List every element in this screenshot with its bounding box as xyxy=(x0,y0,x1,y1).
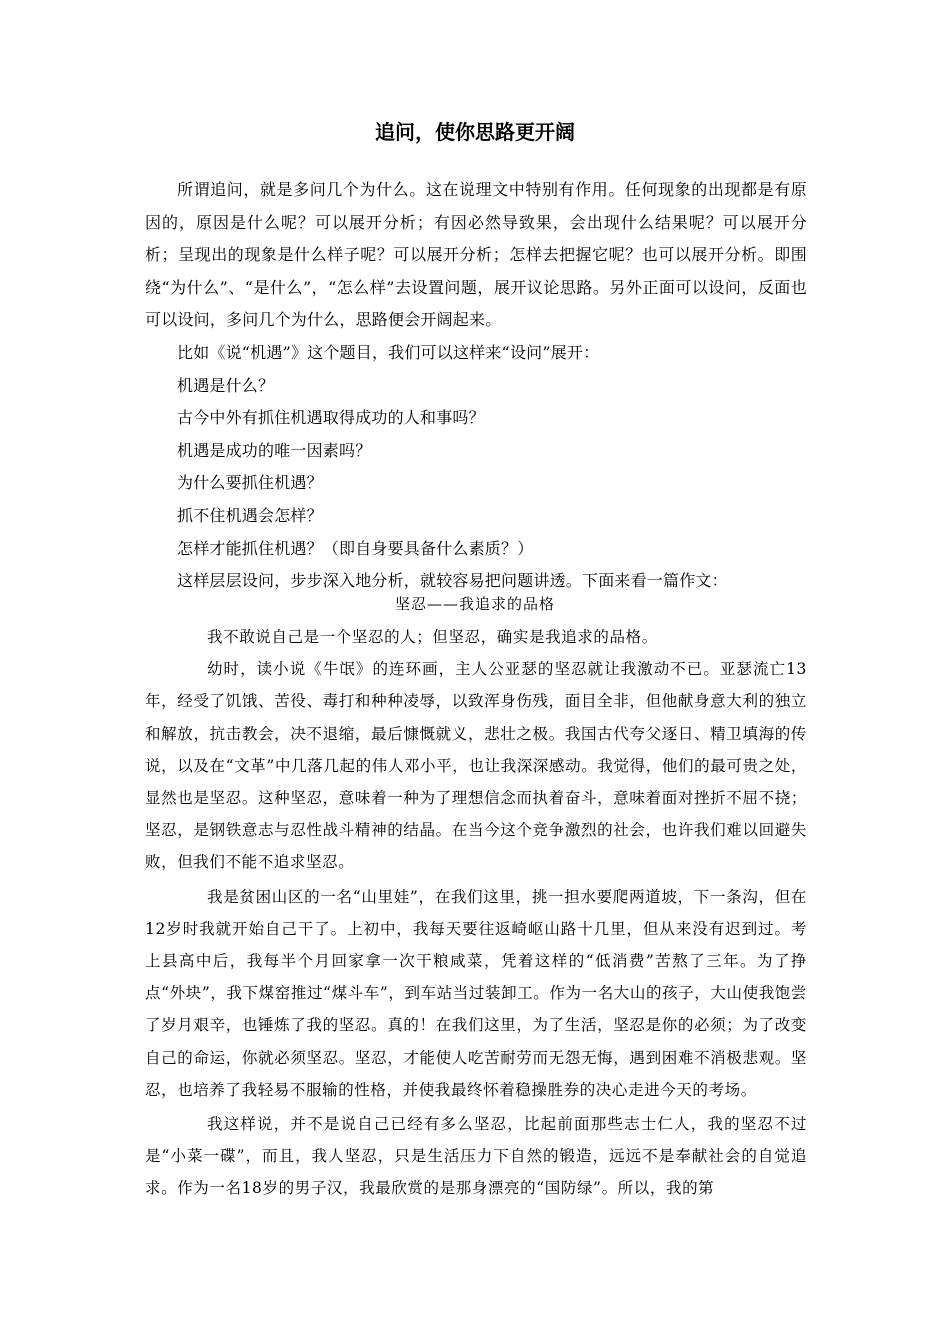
question-item: 机遇是成功的唯一因素吗？ xyxy=(177,440,372,460)
essay-body xyxy=(145,621,807,1205)
intro-paragraph: 比如《说“机遇”》这个题目，我们可以这样来“设问”展开： xyxy=(177,342,600,362)
question-item: 为什么要抓住机遇？ xyxy=(177,473,323,493)
essay-paragraph: 我这样说，并不是说自己已经有多么坚忍，比起前面那些志士仁人，我的坚忍不过是“小菜一碟”，而且，我人坚忍，只是生活压力下自然的锻造，远远不是奉献社会的自觉追求。作为一名18岁的男子汉，我最欣赏的是那身漂亮的“国防绿”。所以，我的第 xyxy=(145,1115,807,1198)
question-item: 古今中外有抓住机遇取得成功的人和事吗？ xyxy=(177,408,485,428)
essay-paragraph: 幼时，读小说《牛氓》的连环画，主人公亚瑟的坚忍就让我激动不已。亚瑟流亡13年，经受了饥饿、苦役、毒打和种种凌辱，以致浑身伤残，面目全非，但他献身意大利的独立和解放，抗击教会，决不退缩，最后慷慨就义，悲壮之极。我国古代夸父逐日、精卫填海的传说，以及在“文革”中几落几起的伟人邓小平，也让我深深感动。我觉得，他们的最可贵之处，显然也是坚忍。这种坚忍，意味着一种为了理想信念而执着奋斗，意味着面对挫折不屈不挠；坚忍，是钢铁意志与忍性战斗精神的结晶。在当今这个竞争激烈的社会，也许我们难以回避失败，但我们不能不追求坚忍。 xyxy=(145,660,807,872)
essay-paragraph: 我不敢说自己是一个坚忍的人；但坚忍，确实是我追求的品格。 xyxy=(207,628,658,646)
essay-paragraph: 我是贫困山区的一名“山里娃”，在我们这里，挑一担水要爬两道坡，下一条沟，但在12岁时我就开始自己干了。上初中，我每天要往返崎岖山路十几里，但从来没有迟到过。考上县高中后，我每半个月回家拿一次干粮咸菜，凭着这样的“低消费”苦熬了三年。为了挣点“外块”，我下煤窑推过“煤斗车”，到车站当过装卸工。作为一名大山的孩子，大山使我饱尝了岁月艰辛，也锤炼了我的坚忍。真的！在我们这里，为了生活，坚忍是你的必须；为了改变自己的命运，你就必须坚忍。坚忍，才能使人吃苦耐劳而无怨无悔，遇到困难不消极悲观。坚忍，也培养了我轻易不服输的性格，并使我最终怀着稳操胜券的决心走进今天的考场。 xyxy=(145,887,807,1099)
question-item: 机遇是什么？ xyxy=(177,375,275,395)
intro-section xyxy=(145,174,807,598)
essay-title: 坚忍——我追求的品格 xyxy=(394,595,555,613)
question-item: 怎样才能抓住机遇？（即自身要具备什么素质？） xyxy=(177,538,534,558)
document-title: 追问，使你思路更开阔 xyxy=(375,120,575,144)
intro-paragraph: 所谓追问，就是多问几个为什么。这在说理文中特别有作用。任何现象的出现都是有原因的，原因是什么呢？可以展开分析；有因必然导致果，会出现什么结果呢？可以展开分析；呈现出的现象是什么样子呢？可以展开分析；怎样去把握它呢？也可以展开分析。即围绕“为什么”、“是什么”，“怎么样”去设置问题，展开议论思路。另外正面可以设问，反面也可以设问，多问几个为什么，思路便会开阔起来。 xyxy=(145,180,807,330)
transition-paragraph: 这样层层设问，步步深入地分析，就较容易把问题讲透。下面来看一篇作文： xyxy=(177,571,728,591)
question-item: 抓不住机遇会怎样？ xyxy=(177,505,323,525)
